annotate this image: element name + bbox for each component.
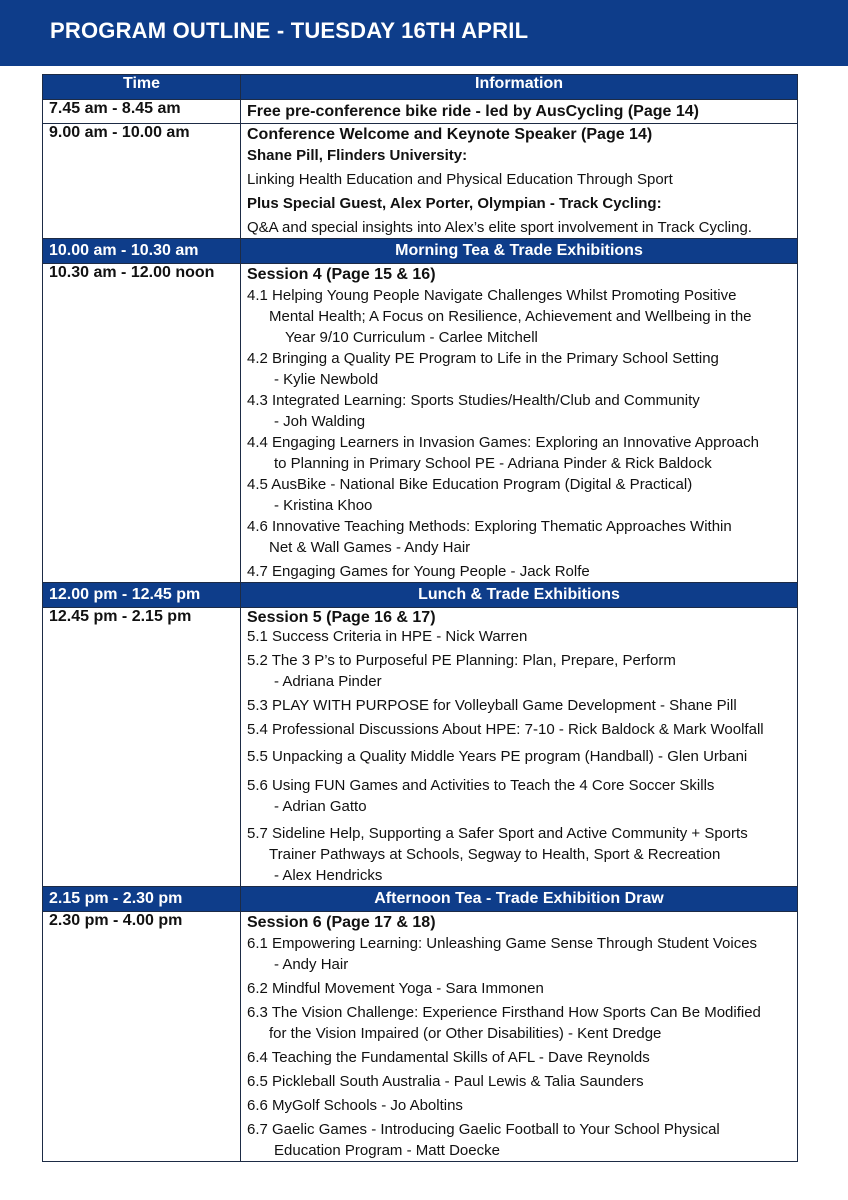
session-item-cont: Education Program - Matt Doecke bbox=[274, 1142, 500, 1159]
table-row bbox=[43, 912, 798, 1162]
session-item: 6.4 Teaching the Fundamental Skills of AFL - Dave Reynolds bbox=[247, 1049, 650, 1066]
time-cell: 12.45 pm - 2.15 pm bbox=[43, 608, 241, 887]
time-cell: 2.30 pm - 4.00 pm bbox=[43, 912, 241, 1162]
session-item-cont: - Kristina Khoo bbox=[274, 497, 373, 514]
table-row bbox=[43, 100, 798, 124]
table-row bbox=[43, 124, 798, 239]
session-item: 6.7 Gaelic Games - Introducing Gaelic Football to Your School Physical bbox=[247, 1121, 720, 1138]
info-cell bbox=[241, 124, 798, 239]
table-row bbox=[43, 608, 798, 887]
event-title: Conference Welcome and Keynote Speaker (Page 14) bbox=[247, 126, 653, 143]
session-item: 5.5 Unpacking a Quality Middle Years PE program (Handball) - Glen Urbani bbox=[247, 748, 748, 765]
break-info: Lunch & Trade Exhibitions bbox=[241, 583, 798, 608]
break-row bbox=[43, 887, 798, 912]
info-cell bbox=[241, 264, 798, 583]
session-item-cont: for the Vision Impaired (or Other Disabilities) - Kent Dredge bbox=[269, 1025, 662, 1042]
table-row bbox=[43, 264, 798, 583]
session-item: 4.5 AusBike - National Bike Education Program (Digital & Practical) bbox=[247, 476, 693, 493]
session-item: 6.3 The Vision Challenge: Experience Firsthand How Sports Can Be Modified bbox=[247, 1004, 761, 1021]
session-title: Session 5 (Page 16 & 17) bbox=[247, 609, 436, 626]
column-header-time: Time bbox=[43, 75, 241, 100]
session-item-cont: Trainer Pathways at Schools, Segway to Health, Sport & Recreation bbox=[269, 846, 721, 863]
speaker-topic: Linking Health Education and Physical Education Through Sport bbox=[247, 171, 673, 188]
session-title: Session 4 (Page 15 & 16) bbox=[247, 266, 436, 283]
session-item-cont: - Alex Hendricks bbox=[274, 867, 383, 884]
speaker-name: Shane Pill, Flinders University: bbox=[247, 147, 468, 164]
column-header-information: Information bbox=[241, 75, 798, 100]
session-item: 5.1 Success Criteria in HPE - Nick Warren bbox=[247, 628, 528, 645]
session-item-cont: Net & Wall Games - Andy Hair bbox=[269, 539, 471, 556]
session-item: 5.3 PLAY WITH PURPOSE for Volleyball Game Development - Shane Pill bbox=[247, 697, 737, 714]
page-title: PROGRAM OUTLINE - TUESDAY 16TH APRIL bbox=[50, 18, 529, 43]
session-item: 4.7 Engaging Games for Young People - Jack Rolfe bbox=[247, 563, 590, 580]
session-item: 4.2 Bringing a Quality PE Program to Life in the Primary School Setting bbox=[247, 350, 719, 367]
break-row bbox=[43, 583, 798, 608]
session-item-cont: - Kylie Newbold bbox=[274, 371, 379, 388]
session-item: 5.2 The 3 P’s to Purposeful PE Planning: Plan, Prepare, Perform bbox=[247, 652, 676, 669]
session-title: Session 6 (Page 17 & 18) bbox=[247, 914, 436, 931]
table-header-row bbox=[43, 75, 798, 100]
session-item: 6.5 Pickleball South Australia - Paul Lewis & Talia Saunders bbox=[247, 1073, 644, 1090]
event-title: Free pre-conference bike ride - led by AusCycling (Page 14) bbox=[247, 103, 699, 120]
session-item: 6.2 Mindful Movement Yoga - Sara Immonen bbox=[247, 980, 544, 997]
session-item: 5.7 Sideline Help, Supporting a Safer Sport and Active Community + Sports bbox=[247, 825, 748, 842]
break-row bbox=[43, 239, 798, 264]
break-time: 10.00 am - 10.30 am bbox=[43, 239, 241, 264]
info-cell bbox=[241, 100, 798, 124]
session-item-cont: - Andy Hair bbox=[274, 956, 349, 973]
program-table bbox=[42, 74, 798, 1162]
session-item-cont: - Adrian Gatto bbox=[274, 798, 367, 815]
break-time: 2.15 pm - 2.30 pm bbox=[43, 887, 241, 912]
time-cell: 7.45 am - 8.45 am bbox=[43, 100, 241, 124]
break-info: Morning Tea & Trade Exhibitions bbox=[241, 239, 798, 264]
guest-topic: Q&A and special insights into Alex’s elite sport involvement in Track Cycling. bbox=[247, 219, 752, 236]
session-item: 4.6 Innovative Teaching Methods: Exploring Thematic Approaches Within bbox=[247, 518, 732, 535]
session-item-cont: - Adriana Pinder bbox=[274, 673, 382, 690]
session-item-cont: Year 9/10 Curriculum - Carlee Mitchell bbox=[285, 329, 538, 346]
session-item: 5.4 Professional Discussions About HPE: 7-10 - Rick Baldock & Mark Woolfall bbox=[247, 721, 764, 738]
session-item: 6.1 Empowering Learning: Unleashing Game Sense Through Student Voices bbox=[247, 935, 758, 952]
info-cell bbox=[241, 912, 798, 1162]
time-cell: 9.00 am - 10.00 am bbox=[43, 124, 241, 239]
session-item: 6.6 MyGolf Schools - Jo Aboltins bbox=[247, 1097, 463, 1114]
header-bar bbox=[0, 0, 848, 66]
session-item-cont: to Planning in Primary School PE - Adriana Pinder & Rick Baldock bbox=[274, 455, 712, 472]
session-item: 4.3 Integrated Learning: Sports Studies/Health/Club and Community bbox=[247, 392, 700, 409]
break-info: Afternoon Tea - Trade Exhibition Draw bbox=[241, 887, 798, 912]
guest-name: Plus Special Guest, Alex Porter, Olympian - Track Cycling: bbox=[247, 195, 662, 212]
info-cell bbox=[241, 608, 798, 887]
session-item: 5.6 Using FUN Games and Activities to Teach the 4 Core Soccer Skills bbox=[247, 777, 715, 794]
session-item: 4.1 Helping Young People Navigate Challenges Whilst Promoting Positive bbox=[247, 287, 737, 304]
session-item-cont: - Joh Walding bbox=[274, 413, 366, 430]
break-time: 12.00 pm - 12.45 pm bbox=[43, 583, 241, 608]
session-item: 4.4 Engaging Learners in Invasion Games: Exploring an Innovative Approach bbox=[247, 434, 759, 451]
time-cell: 10.30 am - 12.00 noon bbox=[43, 264, 241, 583]
session-item-cont: Mental Health; A Focus on Resilience, Achievement and Wellbeing in the bbox=[269, 308, 752, 325]
